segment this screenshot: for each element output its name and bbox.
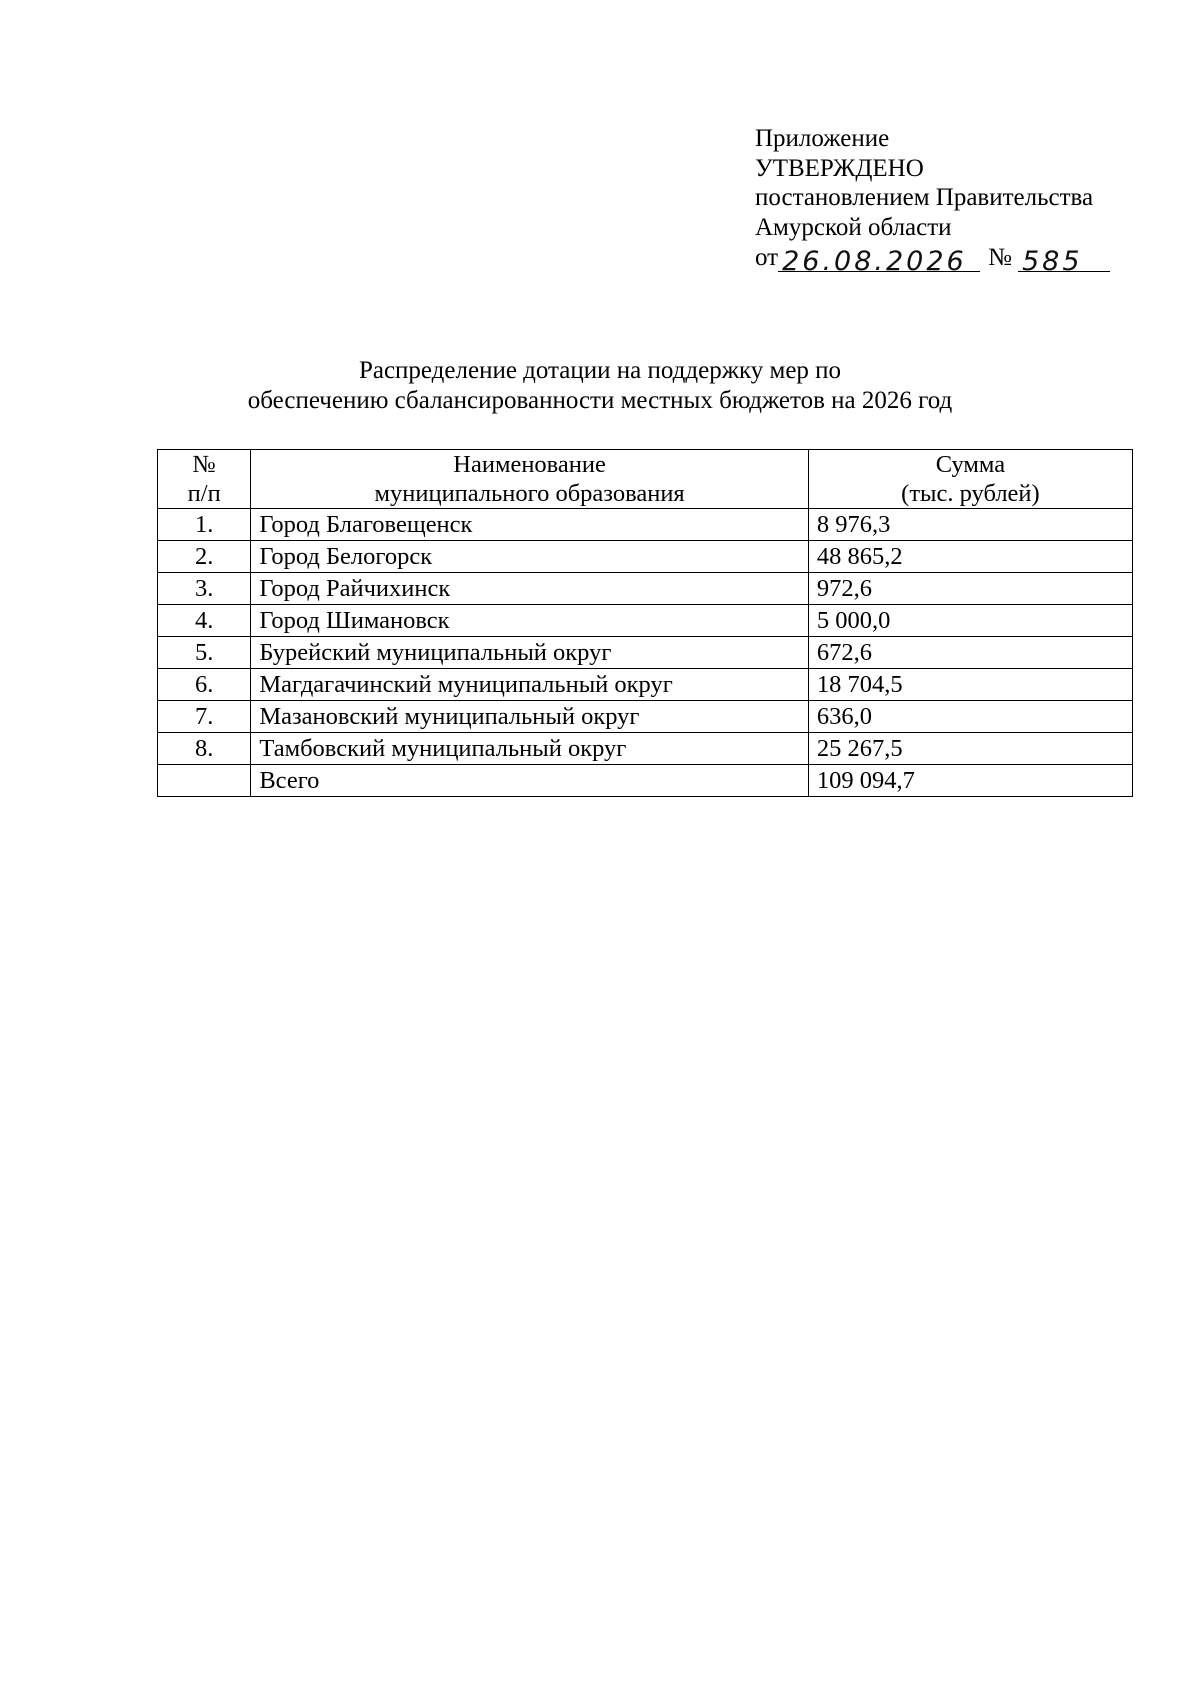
row-sum: 5 000,0: [808, 605, 1132, 637]
row-number: 3.: [158, 573, 251, 605]
title-line-1: Распределение дотации на поддержку мер по: [358, 357, 842, 384]
table-row: [158, 541, 1133, 573]
row-number: 4.: [158, 605, 251, 637]
row-sum: 18 704,5: [808, 669, 1132, 701]
date-blank: [778, 246, 980, 277]
header-sum-line-2: (тыс. рублей): [901, 480, 1040, 507]
header-name-line-1: Наименование: [453, 451, 606, 478]
total-sum: 109 094,7: [808, 765, 1132, 797]
row-number: 8.: [158, 733, 251, 765]
row-number: 7.: [158, 701, 251, 733]
header-name-line-2: муниципального образования: [374, 480, 685, 507]
approval-region: Амурской области: [755, 213, 952, 241]
row-number: 2.: [158, 541, 251, 573]
header-sum: [808, 450, 1132, 509]
row-sum: 48 865,2: [808, 541, 1132, 573]
header-number-line-1: №: [192, 451, 216, 478]
row-name: Бурейский муниципальный округ: [251, 637, 809, 669]
table-row: [158, 669, 1133, 701]
row-number: 5.: [158, 637, 251, 669]
row-sum: 8 976,3: [808, 509, 1132, 541]
row-name: Город Белогорск: [251, 541, 809, 573]
total-label: Всего: [251, 765, 809, 797]
table-row: [158, 637, 1133, 669]
table-row: [158, 573, 1133, 605]
header-sum-line-1: Сумма: [935, 451, 1006, 478]
document-title: [0, 356, 1200, 416]
from-label: от: [755, 243, 779, 271]
number-label: №: [988, 243, 1012, 271]
handwritten-date: 26.08.2026: [782, 246, 967, 277]
title-line-2: обеспечению сбалансированности местных бюджетов на 2026 год: [247, 387, 953, 414]
number-blank: [1018, 246, 1110, 277]
total-number: [158, 765, 251, 797]
table-row: [158, 509, 1133, 541]
row-name: Город Благовещенск: [251, 509, 809, 541]
row-name: Тамбовский муниципальный округ: [251, 733, 809, 765]
approval-approved: УТВЕРЖДЕНО: [755, 154, 924, 182]
table-row: [158, 605, 1133, 637]
row-sum: 972,6: [808, 573, 1132, 605]
row-name: Город Райчихинск: [251, 573, 809, 605]
row-name: Мазановский муниципальный округ: [251, 701, 809, 733]
header-name: [251, 450, 809, 509]
approval-resolution: постановлением Правительства: [755, 184, 1094, 211]
table-row: [158, 701, 1133, 733]
row-name: Город Шимановск: [251, 605, 809, 637]
row-name: Магдагачинский муниципальный округ: [251, 669, 809, 701]
distribution-table: [157, 449, 1133, 797]
approval-appendix: Приложение: [755, 125, 890, 152]
table-total-row: [158, 765, 1133, 797]
approval-date-number-line: [755, 242, 1110, 277]
row-sum: 636,0: [808, 701, 1132, 733]
table-row: [158, 733, 1133, 765]
row-sum: 25 267,5: [808, 733, 1132, 765]
handwritten-number: 585: [1021, 246, 1083, 277]
approval-block: [755, 124, 1110, 277]
table-header-row: [158, 450, 1133, 509]
row-sum: 672,6: [808, 637, 1132, 669]
header-number: [158, 450, 251, 509]
row-number: 6.: [158, 669, 251, 701]
header-number-line-2: п/п: [187, 480, 221, 507]
row-number: 1.: [158, 509, 251, 541]
